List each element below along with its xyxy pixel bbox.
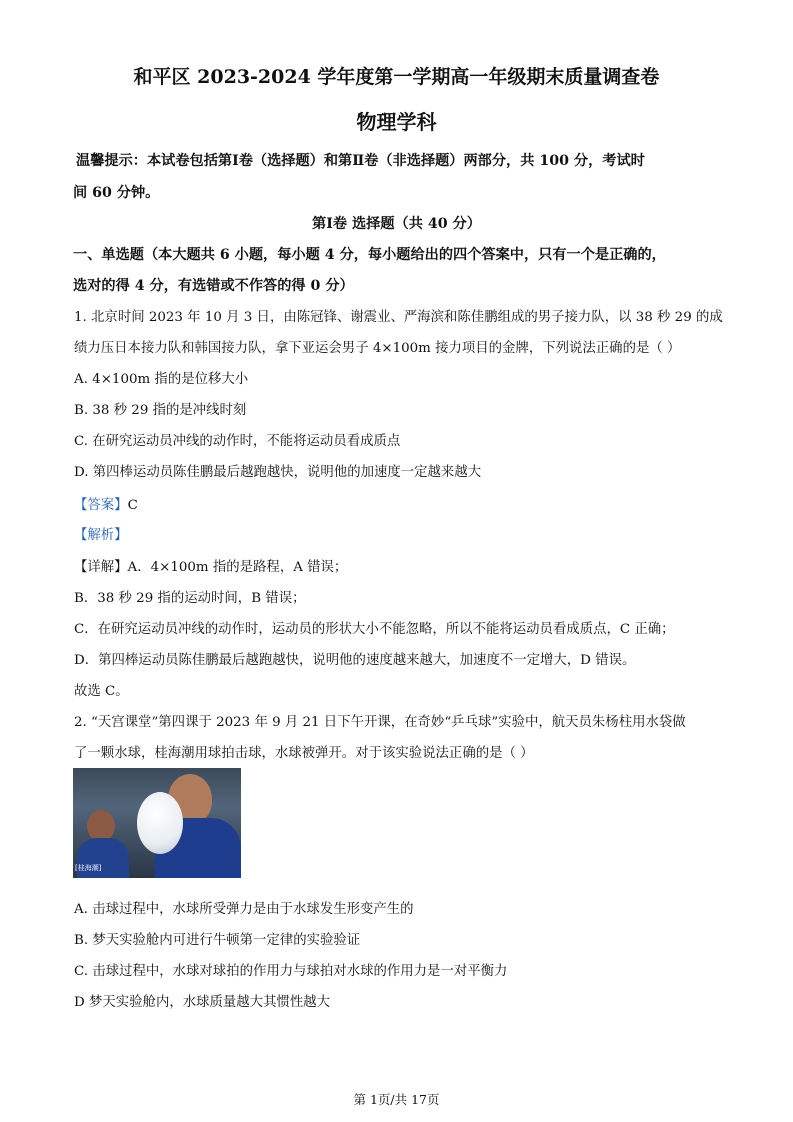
q2-photo bbox=[73, 768, 241, 878]
page-number: 第 1页/共 17页 bbox=[353, 1092, 440, 1107]
q1-option-a: A. 4×100m 指的是位移大小 bbox=[74, 372, 249, 387]
q1-detail-line-2: B．38 秒 29 指的运动时间，B 错误； bbox=[74, 591, 306, 606]
section-title: 第Ⅰ卷 选择题（共 40 分） bbox=[312, 216, 481, 232]
q1-stem-line-2: 绩力压日本接力队和韩国接力队，拿下亚运会男子 4×100m 接力项目的金牌，下列说法正确的是（ ） bbox=[74, 341, 681, 356]
analysis-tag: 【解析】 bbox=[74, 528, 128, 543]
photo-caption: [桂海潮] bbox=[75, 864, 102, 872]
q1-option-d: D. 第四棒运动员陈佳鹏最后越跑越快，说明他的加速度一定越来越大 bbox=[74, 465, 482, 480]
q2-option-c: C. 击球过程中，水球对球拍的作用力与球拍对水球的作用力是一对平衡力 bbox=[74, 964, 508, 979]
q2-stem-line-1: 2. “天宫课堂”第四课于 2023 年 9 月 21 日下午开课，在奇妙“乒乓球”实验中，航天员朱杨柱用水袋做 bbox=[74, 715, 686, 730]
answer-tag: 【答案】 bbox=[74, 498, 128, 513]
subject-title: 物理学科 bbox=[356, 110, 437, 134]
q1-option-b: B. 38 秒 29 指的是冲线时刻 bbox=[74, 403, 247, 418]
q2-option-d: D 梦天实验舱内，水球质量越大其惯性越大 bbox=[74, 995, 331, 1010]
q1-detail-line-4: D．第四棒运动员陈佳鹏最后越跑越快，说明他的速度越来越大，加速度不一定增大，D 错误。 bbox=[74, 653, 636, 668]
q1-conclusion: 故选 C。 bbox=[74, 684, 129, 699]
notice-line-1: 温馨提示：本试卷包括第Ⅰ卷（选择题）和第Ⅱ卷（非选择题）两部分，共 100 分，考试时 bbox=[76, 153, 645, 169]
q1-detail-line-1: 【详解】A．4×100m 指的是路程，A 错误； bbox=[74, 560, 348, 575]
answer-value: C bbox=[127, 498, 138, 513]
q2-option-b: B. 梦天实验舱内可进行牛顿第一定律的实验验证 bbox=[74, 933, 361, 948]
part1-heading-line-2: 选对的得 4 分，有选错或不作答的得 0 分） bbox=[73, 278, 354, 294]
q1-stem-line-1: 1. 北京时间 2023 年 10 月 3 日，由陈冠锋、谢震业、严海滨和陈佳鹏组成的男子接力队，以 38 秒 29 的成 bbox=[74, 310, 723, 325]
q2-stem-line-2: 了一颗水球，桂海潮用球拍击球，水球被弹开。对于该实验说法正确的是（ ） bbox=[74, 746, 534, 761]
q1-detail-line-3: C．在研究运动员冲线的动作时，运动员的形状大小不能忽略，所以不能将运动员看成质点，C 正确； bbox=[74, 622, 675, 637]
q1-answer bbox=[74, 494, 138, 513]
notice-line-2: 间 60 分钟。 bbox=[73, 185, 160, 201]
racket-image bbox=[137, 792, 183, 854]
q2-option-a: A. 击球过程中，水球所受弹力是由于水球发生形变产生的 bbox=[74, 902, 414, 917]
q1-option-c: C. 在研究运动员冲线的动作时，不能将运动员看成质点 bbox=[74, 434, 401, 449]
part1-heading-line-1: 一、单选题（本大题共 6 小题，每小题 4 分，每小题给出的四个答案中，只有一个是正确的， bbox=[73, 247, 666, 263]
exam-title: 和平区 2023-2024 学年度第一学期高一年级期末质量调查卷 bbox=[133, 66, 660, 88]
